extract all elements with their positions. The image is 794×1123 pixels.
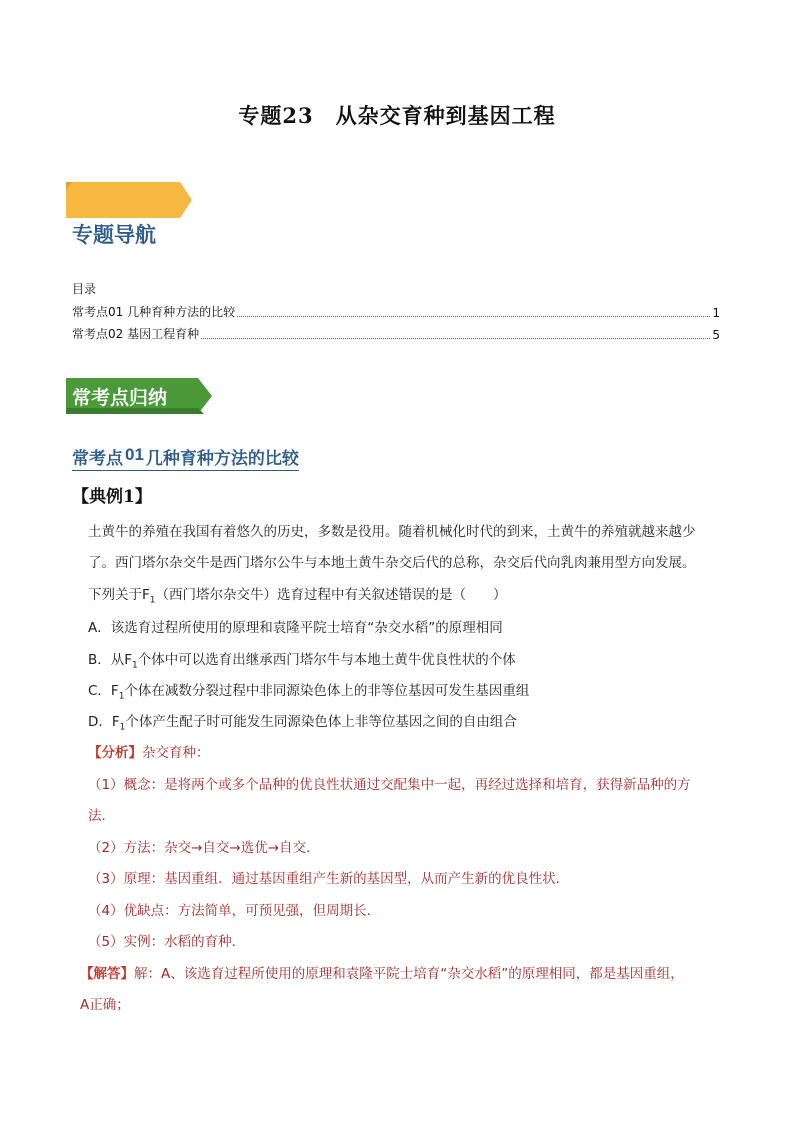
example-label: 【典例1】 (72, 487, 152, 507)
toc-entry[interactable] (72, 326, 720, 342)
question-stem-line: 土黄牛的养殖在我国有着悠久的历史，多数是役用。随着机械化时代的到来，土黄牛的养殖就越来越少 (88, 524, 696, 540)
toc-entry-text: 常考点01 几种育种方法的比较 (72, 305, 236, 319)
toc-entry-text: 常考点02 基因工程育种 (72, 327, 200, 341)
question-prompt: 下列关于$F_1$（西门塔尔杂交牛）选育过程中有关叙述错误的是（ ） (88, 587, 507, 606)
toc-leader-dots (237, 316, 710, 317)
answer-tag: 【解答】 (80, 966, 134, 982)
option-a: A．该选育过程所使用的原理和袁隆平院士培育“杂交水稻”的原理相同 (88, 620, 503, 636)
analysis-line: （3）原理：基因重组．通过基因重组产生新的基因型，从而产生新的优良性状． (88, 871, 570, 887)
page-title: 专题23 从杂交育种到基因工程 (238, 103, 556, 128)
key-point-heading (72, 444, 299, 471)
nav-heading: 专题导航 (72, 222, 156, 247)
question-stem-line: 了。西门塔尔杂交牛是西门塔尔公牛与本地土黄牛杂交后代的总称，杂交后代向乳肉兼用型方向发展。 (88, 555, 696, 571)
toc-entry[interactable] (72, 304, 720, 320)
analysis-tag: 【分析】 (88, 745, 142, 761)
section-tag-label: 常考点归纳 (72, 387, 168, 409)
toc-page-number: 5 (712, 328, 720, 342)
toc-leader-dots (201, 338, 710, 339)
analysis-line: （4）优缺点：方法简单，可预见强，但周期长． (88, 903, 381, 919)
key-point-prefix: 常考点 (72, 449, 123, 469)
key-point-number: 01 (125, 445, 144, 464)
answer-line: 【解答】解：A、该选育过程所使用的原理和袁隆平院士培育“杂交水稻”的原理相同，都是基因重组， (80, 966, 684, 982)
answer-line: A正确； (80, 997, 130, 1013)
nav-ribbon-graphic (66, 180, 194, 220)
option-c: C．$F_1$个体在减数分裂过程中非同源染色体上的非等位基因可发生基因重组 (88, 683, 530, 702)
analysis-heading: 【分析】杂交育种： (88, 745, 210, 761)
analysis-line: （1）概念：是将两个或多个品种的优良性状通过交配集中一起，再经过选择和培育，获得新品种的方 (88, 777, 691, 793)
key-point-title: 几种育种方法的比较 (145, 449, 299, 469)
analysis-line: （5）实例：水稻的育种． (88, 934, 246, 950)
toc-page-number: 1 (712, 306, 720, 320)
option-d: D．$F_1$个体产生配子时可能发生同源染色体上非等位基因之间的自由组合 (88, 714, 517, 733)
analysis-line: （2）方法：杂交→自交→选优→自交． (88, 840, 320, 856)
toc-label: 目录 (72, 282, 97, 296)
analysis-line: 法． (88, 808, 115, 824)
option-b: B．从$F_1$个体中可以选育出继承西门塔尔牛与本地土黄牛优良性状的个体 (88, 652, 516, 671)
